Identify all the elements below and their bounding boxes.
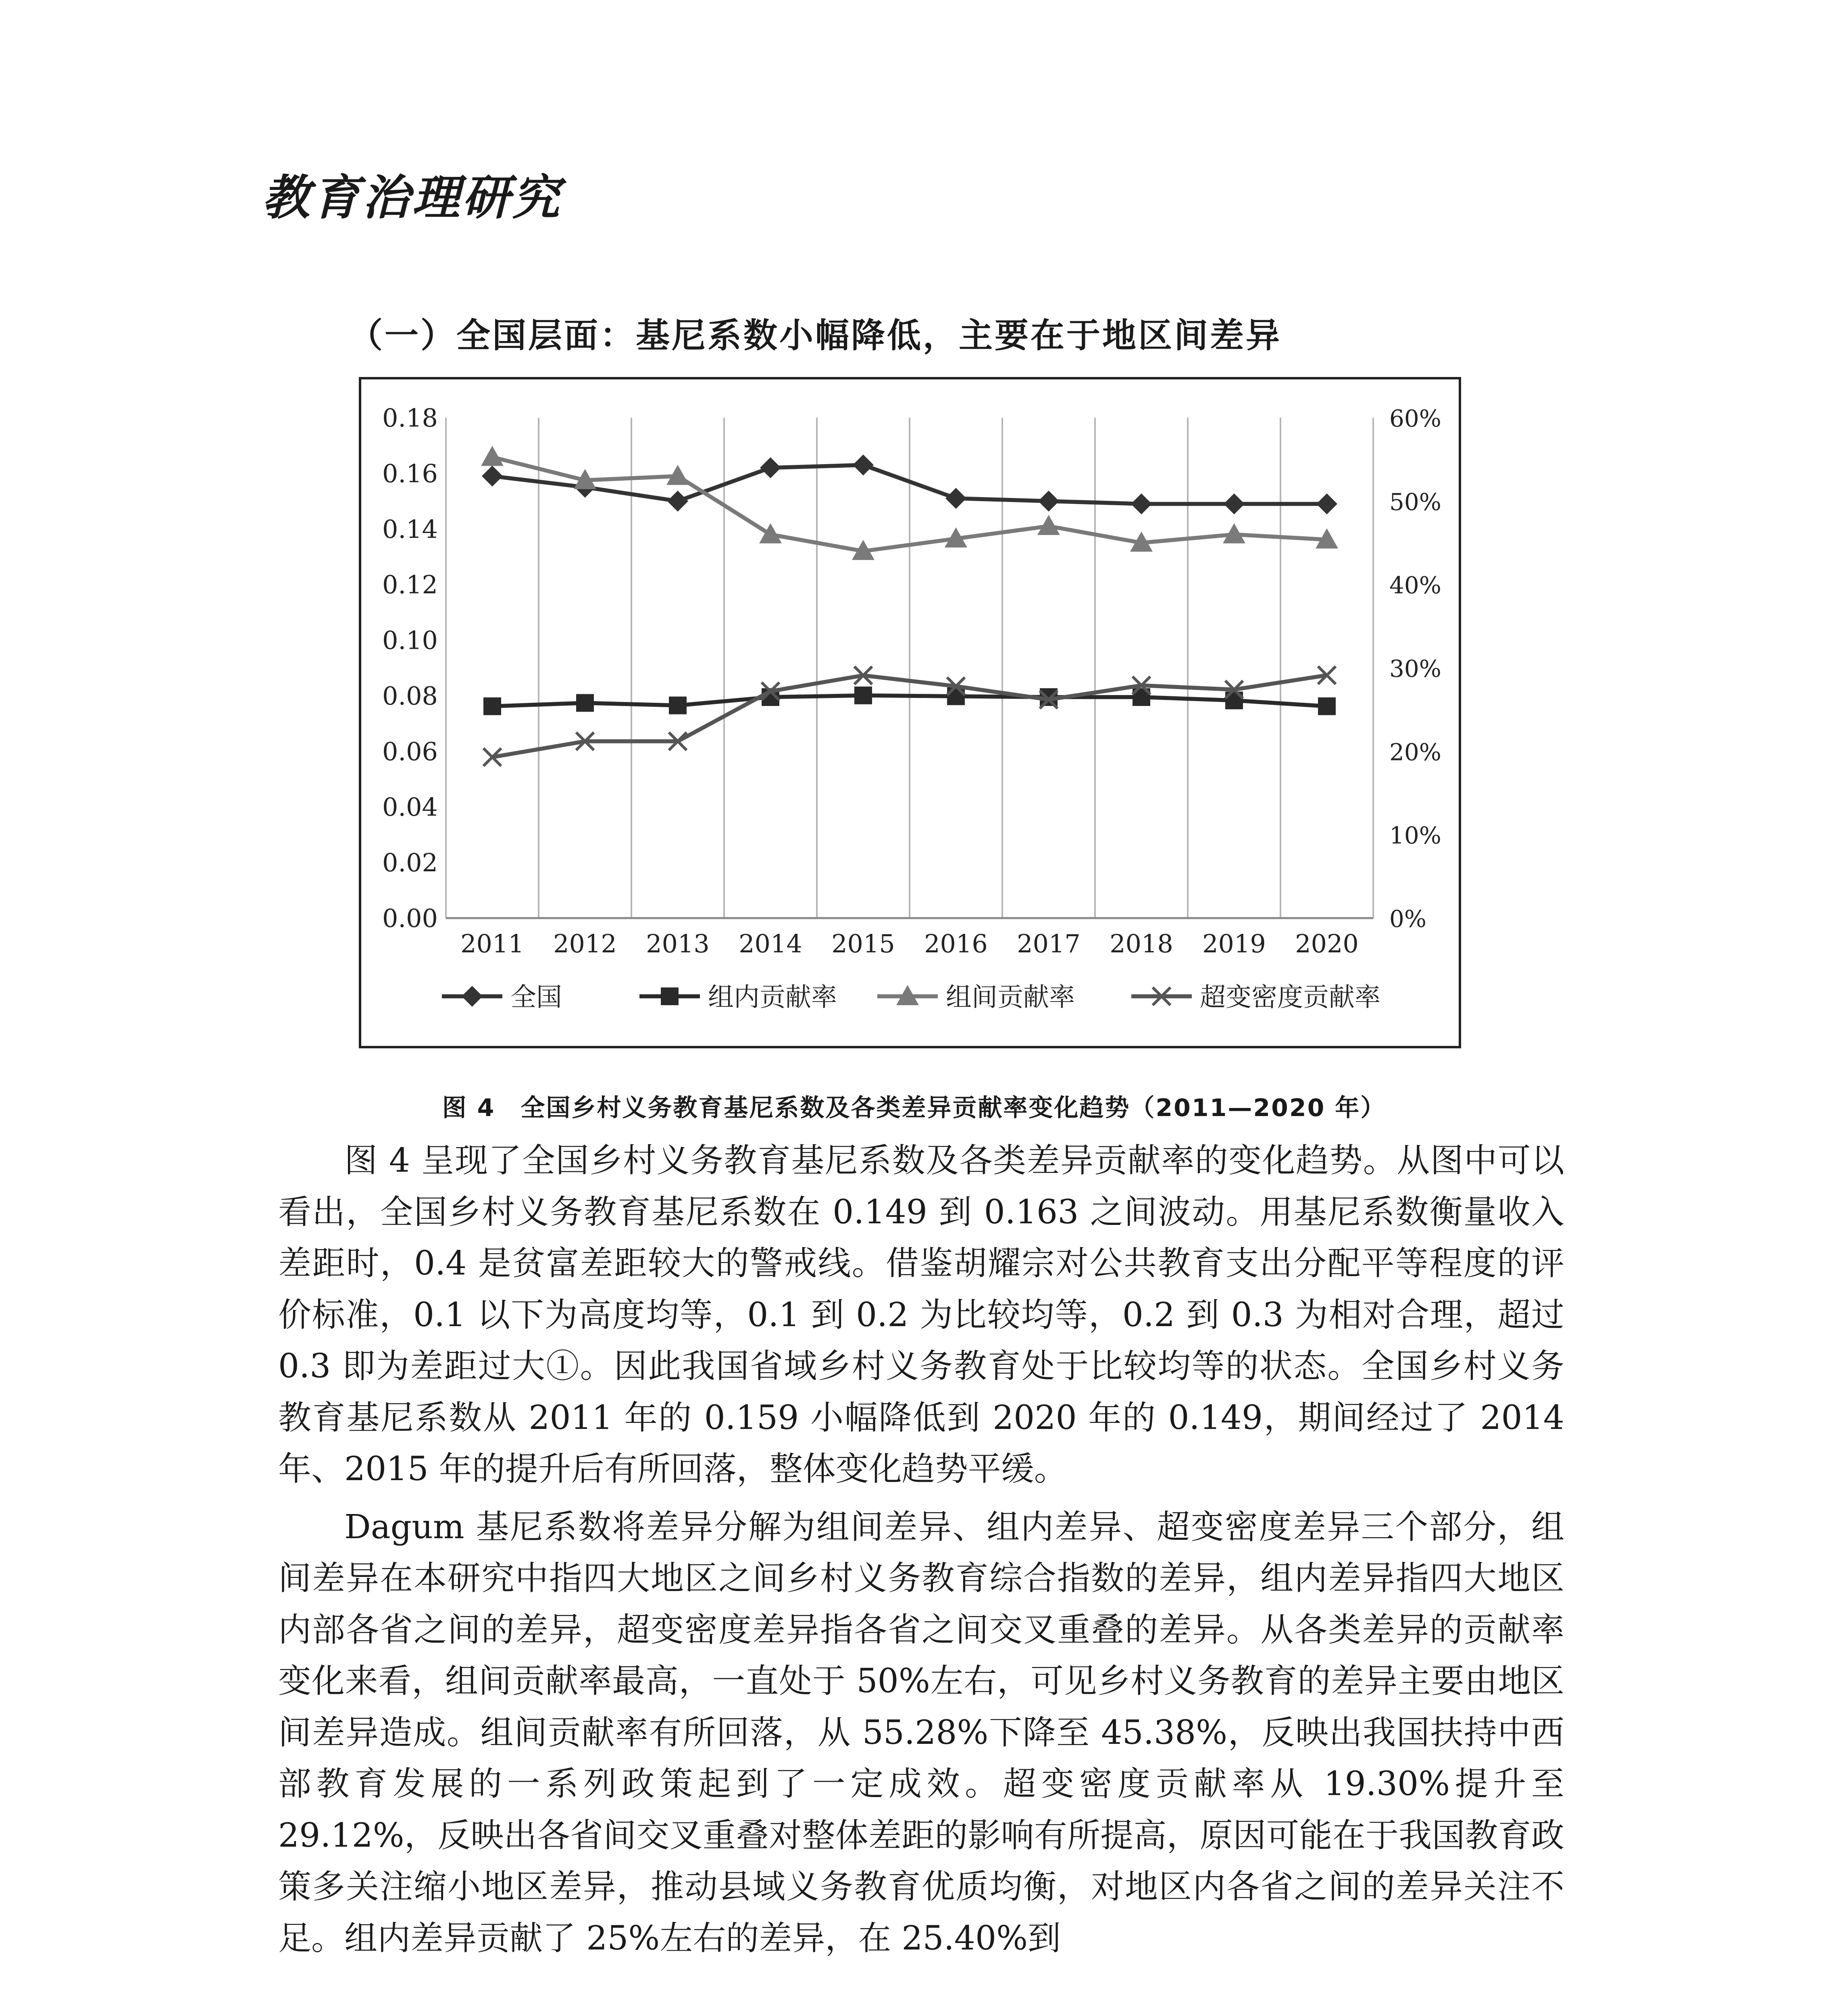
y-right-tick-label: 30% bbox=[1389, 655, 1441, 683]
y-left-tick-label: 0.16 bbox=[382, 458, 438, 488]
line-chart bbox=[361, 379, 1459, 1046]
y-right-tick-label: 40% bbox=[1389, 571, 1441, 599]
x-tick-label: 2015 bbox=[831, 929, 895, 958]
y-right-tick-label: 0% bbox=[1389, 905, 1427, 933]
x-tick-label: 2016 bbox=[924, 929, 988, 958]
x-tick-label: 2011 bbox=[460, 929, 524, 958]
data-point-square bbox=[483, 698, 501, 715]
y-left-tick-label: 0.08 bbox=[382, 681, 438, 711]
legend-label: 全国 bbox=[510, 983, 562, 1012]
data-point-square bbox=[947, 687, 965, 705]
y-left-tick-label: 0.04 bbox=[382, 792, 438, 822]
journal-header: 教育治理研究 bbox=[262, 169, 562, 225]
legend-label: 组内贡献率 bbox=[708, 983, 837, 1012]
y-left-tick-label: 0.06 bbox=[382, 737, 438, 766]
y-left-tick-label: 0.14 bbox=[382, 514, 438, 544]
data-point-diamond bbox=[1316, 494, 1337, 514]
data-point-diamond bbox=[945, 488, 966, 509]
y-right-tick-label: 20% bbox=[1389, 738, 1441, 766]
data-point-diamond bbox=[853, 454, 874, 475]
body-text bbox=[278, 1135, 1564, 1964]
y-left-tick-label: 0.02 bbox=[382, 848, 438, 878]
data-point-diamond bbox=[667, 491, 688, 512]
legend-label: 超变密度贡献率 bbox=[1200, 983, 1380, 1012]
y-right-tick-label: 10% bbox=[1389, 822, 1441, 850]
section-title: （一）全国层面：基尼系数小幅降低，主要在于地区间差异 bbox=[349, 316, 1282, 355]
x-tick-label: 2020 bbox=[1295, 929, 1359, 958]
data-point-triangle bbox=[481, 446, 504, 466]
data-point-triangle bbox=[759, 523, 782, 544]
figure-caption: 图 4 全国乡村义务教育基尼系数及各类差异贡献率变化趋势（2011—2020 年） bbox=[442, 1094, 1386, 1122]
x-tick-label: 2017 bbox=[1017, 929, 1081, 958]
data-point-diamond bbox=[1131, 494, 1152, 514]
x-tick-label: 2012 bbox=[553, 929, 617, 958]
data-point-diamond bbox=[1038, 491, 1059, 512]
data-point-square bbox=[669, 697, 687, 714]
data-point-diamond bbox=[1224, 494, 1245, 514]
chart-frame bbox=[359, 377, 1461, 1048]
data-point-diamond bbox=[462, 986, 483, 1007]
data-point-diamond bbox=[760, 457, 781, 478]
y-left-tick-label: 0.10 bbox=[382, 625, 438, 655]
data-point-triangle bbox=[1037, 515, 1060, 535]
legend-label: 组间贡献率 bbox=[946, 983, 1075, 1012]
paragraph-2: Dagum 基尼系数将差异分解为组间差异、组内差异、超变密度差异三个部分，组间差异在本研究中指四大地区之间乡村义务教育综合指数的差异，组内差异指四大地区内部各省之间的差异，超变密度差异指各省之间交叉重叠的差异。从各类差异的贡献率变化来看，组间贡献率最高，一直处于 50%左右，可见乡村义务教育的差异主要由地区间差异造成。组间贡献率有所回落，从 55.28%下降至 45.38%，反映出我国扶持中西部教育发展的一系列政策起到了一定成效。超变密度贡献率从 19.30%提升至 29.12%，反映出各省间交叉重叠对整体差距的影响有所提高，原因可能在于我国教育政策多关注缩小地区差异，推动县域义务教育优质均衡，对地区内各省之间的差异关注不足。组内差异贡献了 25%左右的差异，在 25.40%到 bbox=[278, 1508, 1564, 1958]
data-point-square bbox=[576, 694, 594, 712]
y-right-tick-label: 50% bbox=[1389, 488, 1441, 516]
x-tick-label: 2013 bbox=[646, 929, 710, 958]
paragraph-1: 图 4 呈现了全国乡村义务教育基尼系数及各类差异贡献率的变化趋势。从图中可以看出，全国乡村义务教育基尼系数在 0.149 到 0.163 之间波动。用基尼系数衡量收入差距时，0.4 是贫富差距较大的警戒线。借鉴胡耀宗对公共教育支出分配平等程度的评价标准，0.1 以下为高度均等，0.1 到 0.2 为比较均等，0.2 到 0.3 为相对合理，超过 0.3 即为差距过大①。因此我国省域乡村义务教育处于比较均等的状态。全国乡村义务教育基尼系数从 2011 年的 0.159 小幅降低到 2020 年的 0.149，期间经过了 2014 年、2015 年的提升后有所回落，整体变化趋势平缓。 bbox=[278, 1141, 1564, 1488]
data-point-square bbox=[1318, 698, 1336, 715]
y-left-tick-label: 0.18 bbox=[382, 403, 438, 433]
data-point-square bbox=[854, 687, 872, 704]
y-right-tick-label: 60% bbox=[1389, 405, 1441, 432]
data-point-square bbox=[661, 987, 679, 1005]
data-point-diamond bbox=[482, 466, 503, 487]
x-tick-label: 2019 bbox=[1202, 929, 1266, 958]
x-tick-label: 2014 bbox=[739, 929, 802, 958]
x-tick-label: 2018 bbox=[1110, 929, 1173, 958]
y-left-tick-label: 0.12 bbox=[382, 570, 438, 600]
y-left-tick-label: 0.00 bbox=[382, 904, 438, 933]
